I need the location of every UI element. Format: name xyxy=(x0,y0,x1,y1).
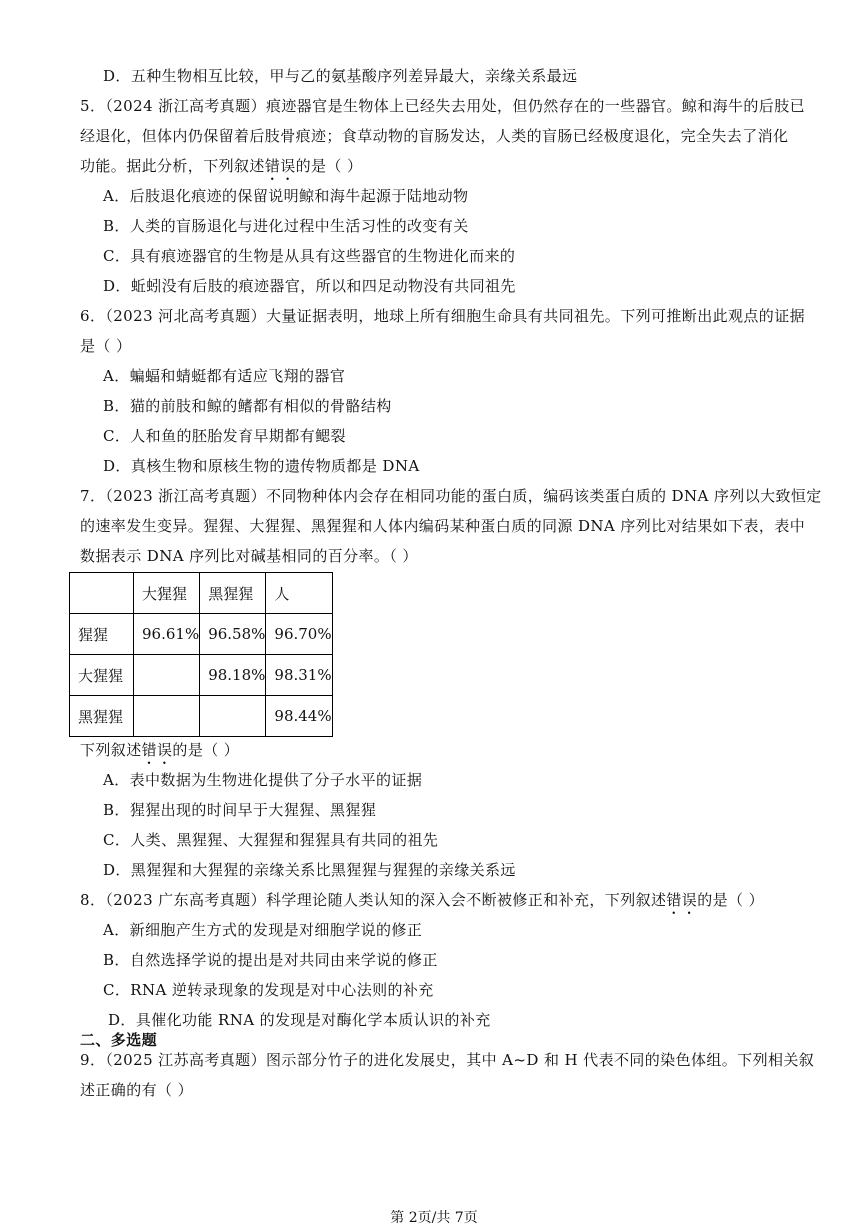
q7-option-a: A．表中数据为生物进化提供了分子水平的证据 xyxy=(103,771,423,789)
q8-option-c: C．RNA 逆转录现象的发现是对中心法则的补充 xyxy=(103,981,434,999)
table-header-cell: 黑猩猩 xyxy=(200,573,266,614)
table-cell: 96.70% xyxy=(266,614,332,655)
dna-comparison-table xyxy=(69,572,333,737)
table-cell: 98.31% xyxy=(266,655,332,696)
section-heading: 二、多选题 xyxy=(80,1031,158,1049)
q5-option-a: A．后肢退化痕迹的保留说明鲸和海牛起源于陆地动物 xyxy=(103,187,469,205)
q9-stem-line1: 9．（2025 江苏高考真题）图示部分竹子的进化发展史，其中 A~D 和 H 代表不同的染色体组。下列相关叙 xyxy=(80,1051,815,1069)
table-cell: 98.44% xyxy=(266,696,332,737)
q8-stem-line1: 8．（2023 广东高考真题）科学理论随人类认知的深入会不断被修正和补充，下列叙述错误的是（ ） xyxy=(80,891,764,909)
q6-stem-line1: 6．（2023 河北高考真题）大量证据表明，地球上所有细胞生命具有共同祖先。下列可推断出此观点的证据 xyxy=(80,307,805,325)
table-row xyxy=(70,573,333,614)
q6-option-a: A．蝙蝠和蜻蜓都有适应飞翔的器官 xyxy=(103,367,346,385)
q8-option-d: D．具催化功能 RNA 的发现是对酶化学本质认识的补充 xyxy=(108,1011,491,1029)
table-header-cell: 大猩猩 xyxy=(134,573,200,614)
q6-option-d: D．真核生物和原核生物的遗传物质都是 DNA xyxy=(103,457,420,475)
q4-option-d: D．五种生物相互比较，甲与乙的氨基酸序列差异最大，亲缘关系最远 xyxy=(103,67,578,85)
q7-option-c: C．人类、黑猩猩、大猩猩和猩猩具有共同的祖先 xyxy=(103,831,439,849)
q8-option-a: A．新细胞产生方式的发现是对细胞学说的修正 xyxy=(103,921,423,939)
q5-option-c: C．具有痕迹器官的生物是从具有这些器官的生物进化而来的 xyxy=(103,247,516,265)
table-row-header: 黑猩猩 xyxy=(70,696,134,737)
q7-option-b: B．猩猩出现的时间早于大猩猩、黑猩猩 xyxy=(103,801,377,819)
q7-follow-up: 下列叙述错误的是（ ） xyxy=(80,741,240,759)
q7-option-d: D．黑猩猩和大猩猩的亲缘关系比黑猩猩与猩猩的亲缘关系远 xyxy=(103,861,516,879)
q5-option-d: D．蚯蚓没有后肢的痕迹器官，所以和四足动物没有共同祖先 xyxy=(103,277,516,295)
page-footer: 第 2页/共 7页 xyxy=(390,1210,478,1226)
q6-option-b: B．猫的前肢和鲸的鳍都有相似的骨骼结构 xyxy=(103,397,392,415)
q7-stem-line2: 的速率发生变异。猩猩、大猩猩、黑猩猩和人体内编码某种蛋白质的同源 DNA 序列比对结果如下表，表中 xyxy=(80,517,806,535)
q5-stem-line1: 5．（2024 浙江高考真题）痕迹器官是生物体上已经失去用处，但仍然存在的一些器官。鲸和海牛的后肢已 xyxy=(80,97,805,115)
q7-stem-line1: 7．（2023 浙江高考真题）不同物种体内会存在相同功能的蛋白质，编码该类蛋白质的 DNA 序列以大致恒定 xyxy=(80,487,822,505)
q5-stem-line3: 功能。据此分析，下列叙述错误的是（ ） xyxy=(80,157,363,175)
emphasis-mark: 错误 xyxy=(666,891,698,909)
q8-option-b: B．自然选择学说的提出是对共同由来学说的修正 xyxy=(103,951,438,969)
q5-option-b: B．人类的盲肠退化与进化过程中生活习性的改变有关 xyxy=(103,217,469,235)
table-row xyxy=(70,614,333,655)
table-row xyxy=(70,696,333,737)
table-cell: 96.58% xyxy=(200,614,266,655)
table-cell xyxy=(70,573,134,614)
table-cell: 98.18% xyxy=(200,655,266,696)
table-cell xyxy=(134,655,200,696)
table-cell: 96.61% xyxy=(134,614,200,655)
q6-stem-line2: 是（ ） xyxy=(80,337,132,355)
table-row-header: 猩猩 xyxy=(70,614,134,655)
emphasis-mark: 错误 xyxy=(141,741,173,759)
table-row-header: 大猩猩 xyxy=(70,655,134,696)
q7-stem-line3: 数据表示 DNA 序列比对碱基相同的百分率。（ ） xyxy=(80,547,418,565)
table-header-cell: 人 xyxy=(266,573,332,614)
table-cell xyxy=(134,696,200,737)
emphasis-mark: 错误 xyxy=(264,157,296,175)
q5-stem-line2: 经退化，但体内仍保留着后肢骨痕迹；食草动物的盲肠发达，人类的盲肠已经极度退化，完全失去了消化 xyxy=(80,127,789,145)
q9-stem-line2: 述正确的有（ ） xyxy=(80,1081,193,1099)
q6-option-c: C．人和鱼的胚胎发育早期都有鳃裂 xyxy=(103,427,346,445)
table-cell xyxy=(200,696,266,737)
table-row xyxy=(70,655,333,696)
